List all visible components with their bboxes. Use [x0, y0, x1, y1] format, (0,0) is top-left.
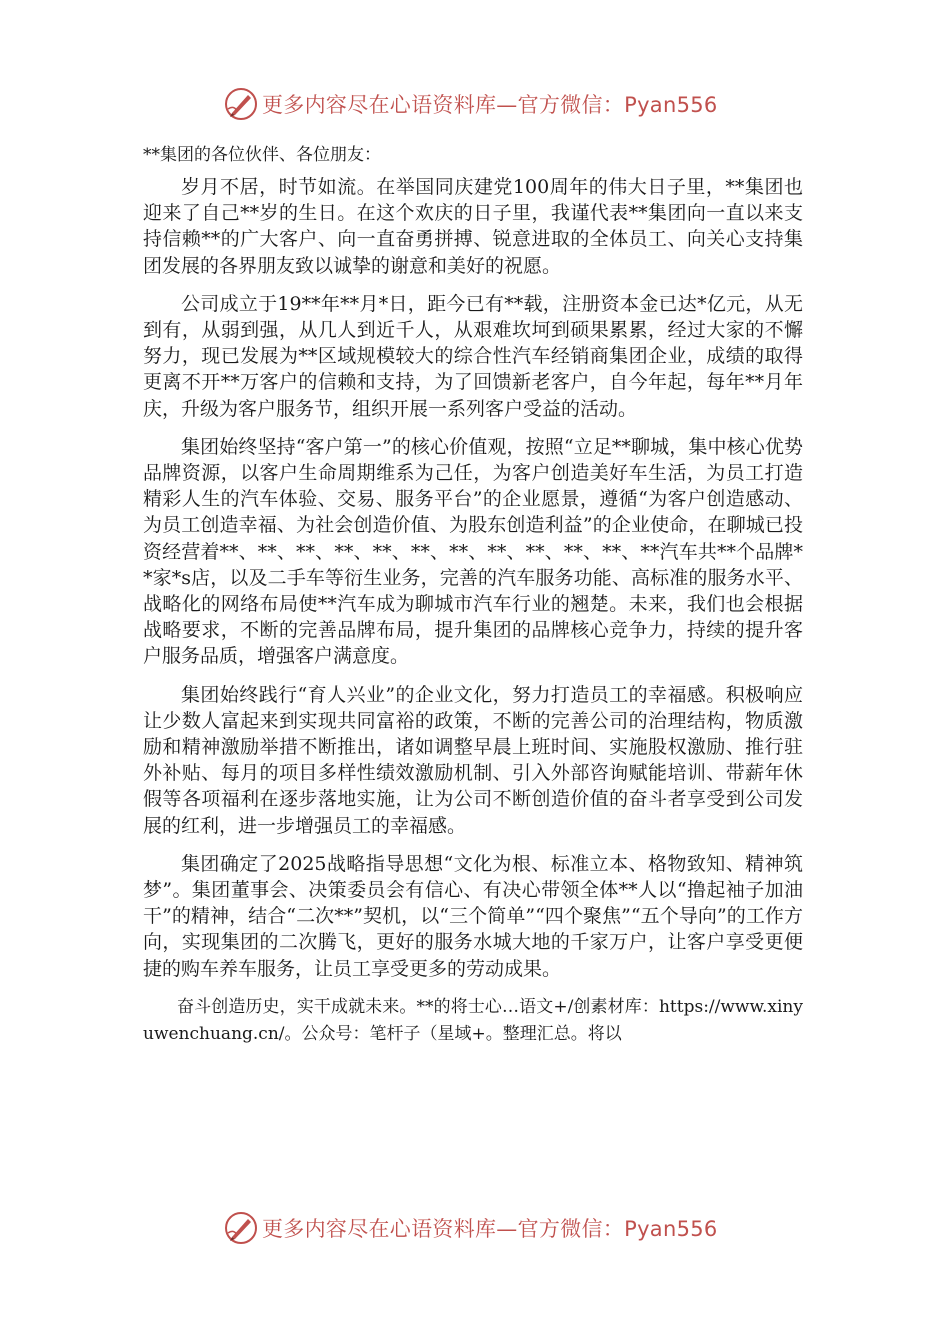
header-banner — [224, 84, 744, 124]
pen-logo-icon — [224, 87, 258, 121]
paragraph: 集团确定了2025战略指导思想“文化为根、标准立本、格物致知、精神筑梦”。集团董事会、决策委员会有信心、有决心带领全体**人以“撸起袖子加油干”的精神，结合“二次**”契机，以“三个简单”“四个聚焦”“五个导向”的工作方向，实现集团的二次腾飞，更好的服务水城大地的千家万户，让客户享受更便捷的购车养车服务，让员工享受更多的劳动成果。 — [143, 852, 803, 980]
letter-body — [143, 142, 803, 1060]
pen-logo-icon — [224, 1211, 258, 1245]
banner-text: 更多内容尽在心语资料库—官方微信：Pyan556 — [262, 93, 718, 117]
closing-paragraph: 奋斗创造历史，实干成就未来。**的将士心…语文+/创素材库：https://www.xinyuwenchuang.cn/。公众号：笔杆子（星域+。整理汇总。将以 — [143, 996, 803, 1044]
banner-wechat-id: Pyan556 — [624, 93, 718, 117]
banner-text: 更多内容尽在心语资料库—官方微信：Pyan556 — [262, 1217, 718, 1241]
banner-wechat-id: Pyan556 — [624, 1217, 718, 1241]
paragraph: 集团始终坚持“客户第一”的核心价值观，按照“立足**聊城，集中核心优势品牌资源，以客户生命周期维系为己任，为客户创造美好车生活，为员工打造精彩人生的汽车体验、交易、服务平台”的企业愿景，遵循“为客户创造感动、为员工创造幸福、为社会创造价值、为股东创造利益”的企业使命，在聊城已投资经营着**、**、**、**、**、**、**、**、**、**、**、**汽车共**个品牌**家*s店，以及二手车等衍生业务，完善的汽车服务功能、高标准的服务水平、战略化的网络布局使**汽车成为聊城市汽车行业的翘楚。未来，我们也会根据战略要求，不断的完善品牌布局，提升集团的品牌核心竞争力，持续的提升客户服务品质，增强客户满意度。 — [143, 435, 803, 668]
paragraph: 岁月不居，时节如流。在举国同庆建党100周年的伟大日子里，**集团也迎来了自己**岁的生日。在这个欢庆的日子里，我谨代表**集团向一直以来支持信赖**的广大客户、向一直奋勇拼搏、锐意进取的全体员工、向关心支持集团发展的各界朋友致以诚挚的谢意和美好的祝愿。 — [143, 176, 803, 277]
footer-banner — [224, 1208, 744, 1248]
paragraph: 公司成立于19**年**月*日，距今已有**载，注册资本金已达*亿元，从无到有，从弱到强，从几人到近千人，从艰难坎坷到硕果累累，经过大家的不懈努力，现已发展为**区域规模较大的综合性汽车经销商集团企业，成绩的取得更离不开**万客户的信赖和支持，为了回馈新老客户，自今年起，每年**月年庆，升级为客户服务节，组织开展一系列客户受益的活动。 — [143, 292, 803, 420]
greeting: **集团的各位伙伴、各位朋友： — [143, 145, 381, 165]
paragraph: 集团始终践行“育人兴业”的企业文化，努力打造员工的幸福感。积极响应让少数人富起来到实现共同富裕的政策，不断的完善公司的治理结构，物质激励和精神激励举措不断推出，诸如调整早晨上班时间、实施股权激励、推行驻外补贴、每月的项目多样性绩效激励机制、引入外部咨询赋能培训、带薪年休假等各项福利在逐步落地实施，让为公司不断创造价值的奋斗者享受到公司发展的红利，进一步增强员工的幸福感。 — [143, 683, 803, 837]
